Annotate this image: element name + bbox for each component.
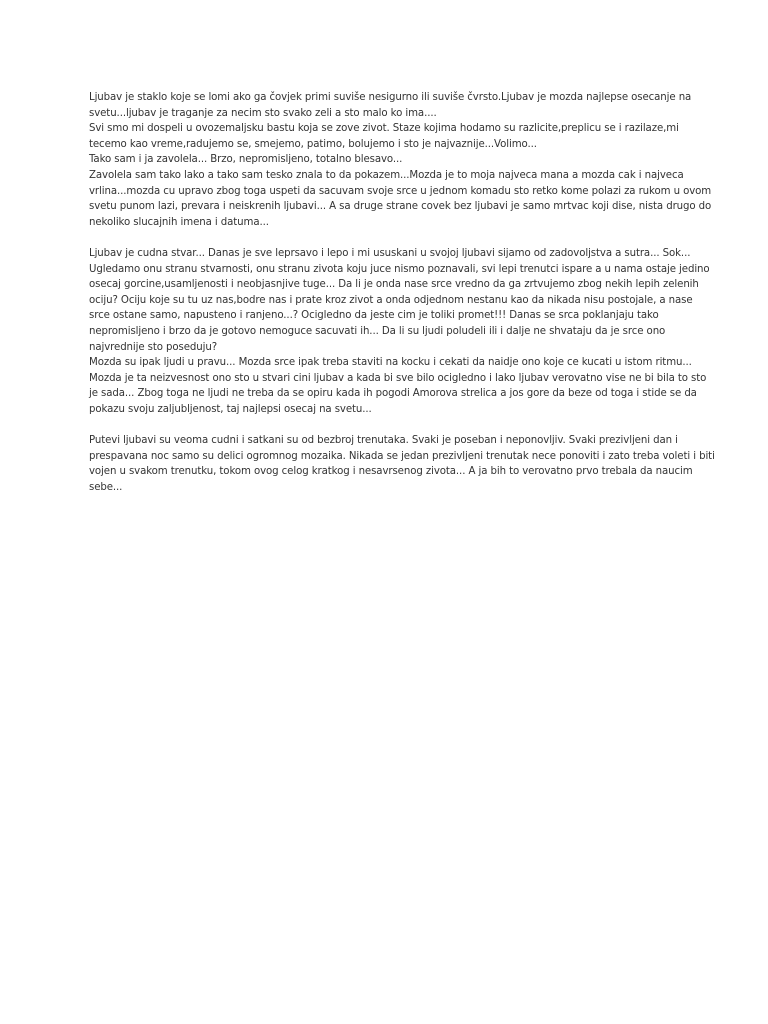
text-line: srce ostane samo, napusteno i ranjeno...? Ocigledno da jeste cim je toliki promet!!! Danas se srca poklanjaju tako (89, 310, 659, 322)
text-line: Mozda je ta neizvesnost ono sto u stvari cini ljubav a kada bi sve bilo ocigledno i lako ljubav verovatno vise ne bi bila to sto (89, 372, 707, 384)
text-line: svetu...ljubav je traganje za necim sto svako zeli a sto malo ko ima.... (89, 107, 437, 119)
paragraph-spacer (89, 417, 679, 433)
text-line: je sada... Zbog toga ne ljudi ne treba da se opiru kada ih pogodi Amorova strelica a jos gore da beze od toga i stide se da (89, 388, 697, 400)
text-line: vojen u svakom trenutku, tokom ovog celog kratkog i nesavrsenog zivota... A ja bih to verovatno prvo trebala da naucim (89, 466, 693, 478)
text-line: Zavolela sam tako lako a tako sam tesko znala to da pokazem...Mozda je to moja najveca mana a mozda cak i najveca (89, 169, 684, 181)
paragraph-spacer (89, 230, 679, 246)
text-line: sebe... (89, 481, 123, 493)
text-line: najvrednije sto poseduju? (89, 341, 218, 353)
text-line: Ljubav je cudna stvar... Danas je sve leprsavo i lepo i mi ususkani u svojoj ljubavi sijamo od zadovoljstva a sutra... Sok... (89, 247, 691, 259)
text-line: nekoliko slucajnih imena i datuma... (89, 216, 269, 228)
text-line: prespavana noc samo su delici ogromnog mozaika. Nikada se jedan prezivljeni trenutak nece ponoviti i zato treba voleti i biti (89, 450, 715, 462)
paragraph-3 (89, 433, 715, 495)
text-line: vrlina...mozda cu upravo zbog toga uspeti da sacuvam svoje srce u jednom komadu sto retko kome polazi za rukom u ovom (89, 185, 712, 197)
text-line: Putevi ljubavi su veoma cudni i satkani su od bezbroj trenutaka. Svaki je poseban i neponovljiv. Svaki prezivljeni dan i (89, 435, 678, 447)
text-line: osecaj gorcine,usamljenosti i neobjasnjive tuge... Da li je onda nase srce vredno da ga zrtvujemo zbog nekih lepih zelenih (89, 279, 699, 291)
text-line: Ljubav je staklo koje se lomi ako ga čovjek primi suviše nesigurno ili suviše čvrsto.Ljubav je mozda najlepse osecanje na (89, 92, 692, 103)
text-line: Tako sam i ja zavolela... Brzo, nepromisljeno, totalno blesavo... (89, 154, 403, 166)
paragraph-2 (89, 246, 710, 418)
text-line: svetu punom lazi, prevara i neiskrenih ljubavi... A sa druge strane covek bez ljubavi je samo mrtvac koji dise, nista drugo do (89, 201, 712, 213)
document-page (89, 90, 715, 495)
text-line: tecemo kao vreme,radujemo se, smejemo, patimo, bolujemo i sto je najvaznije...Volimo... (89, 138, 537, 150)
text-line: pokazu svoju zaljubljenost, taj najlepsi osecaj na svetu... (89, 403, 372, 415)
text-line: nepromisljeno i brzo da je gotovo nemoguce sacuvati ih... Da li su ljudi poludeli ili i dalje ne shvataju da je srce ono (89, 325, 666, 337)
text-line: Mozda su ipak ljudi u pravu... Mozda srce ipak treba staviti na kocku i cekati da naidje ono koje ce kucati u istom ritmu... (89, 357, 692, 369)
paragraph-1 (89, 90, 712, 230)
text-line: Svi smo mi dospeli u ovozemaljsku bastu koja se zove zivot. Staze kojima hodamo su razlicite,preplicu se i razilaze,mi (89, 123, 679, 135)
text-line: ociju? Ociju koje su tu uz nas,bodre nas i prate kroz zivot a onda odjednom nestanu kao da nikada nisu postojale, a nase (89, 294, 693, 306)
text-line: Ugledamo onu stranu stvarnosti, onu stranu zivota koju juce nismo poznavali, svi lepi trenutci ispare a u nama ostaje jedino (89, 263, 710, 275)
